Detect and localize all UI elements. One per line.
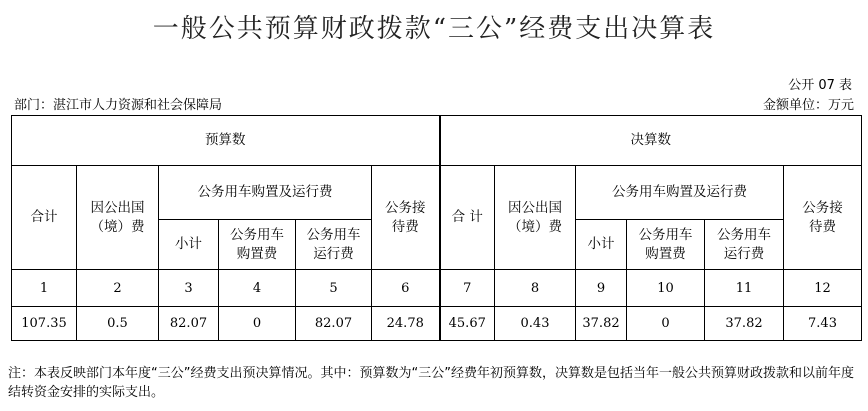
three-public-expenses-table — [11, 115, 862, 341]
final-purchase-value: 0 — [627, 307, 705, 341]
col-number: 5 — [296, 270, 372, 307]
department-label: 部门：湛江市人力资源和社会保障局 — [14, 98, 223, 113]
final-subtotal-value: 37.82 — [576, 307, 627, 341]
budget-reception-header: 公务接待费 — [372, 166, 440, 270]
final-header: 决算数 — [440, 116, 862, 166]
final-vehicle-header: 公务用车购置及运行费 — [576, 166, 784, 220]
final-reception-header: 公务接待费 — [784, 166, 862, 270]
budget-abroad-header: 因公出国（境）费 — [77, 166, 159, 270]
budget-abroad-value: 0.5 — [77, 307, 159, 341]
page-title: 一般公共预算财政拨款“三公”经费支出决算表 — [152, 14, 716, 44]
footnote: 注：本表反映部门本年度“三公”经费支出预决算情况。其中：预算数为“三公”经费年初预算数，决算数是包括当年一般公共预算财政拨款和以前年度结转资金安排的实际支出。 — [8, 366, 854, 400]
budget-purchase-header: 公务用车购置费 — [219, 220, 296, 270]
col-number: 7 — [440, 270, 495, 307]
col-number: 6 — [372, 270, 440, 307]
col-number: 3 — [159, 270, 219, 307]
budget-total-value: 107.35 — [12, 307, 77, 341]
budget-header: 预算数 — [12, 116, 440, 166]
amount-unit-label: 金额单位：万元 — [762, 98, 854, 113]
final-purchase-header: 公务用车购置费 — [627, 220, 705, 270]
final-subtotal-header: 小计 — [576, 220, 627, 270]
budget-operation-value: 82.07 — [296, 307, 372, 341]
col-number: 9 — [576, 270, 627, 307]
col-number: 1 — [12, 270, 77, 307]
form-number: 公开 07 表 — [788, 78, 852, 93]
final-operation-value: 37.82 — [705, 307, 784, 341]
final-reception-value: 7.43 — [784, 307, 862, 341]
final-total-value: 45.67 — [440, 307, 495, 341]
budget-subtotal-value: 82.07 — [159, 307, 219, 341]
col-number: 10 — [627, 270, 705, 307]
col-number: 12 — [784, 270, 862, 307]
final-abroad-value: 0.43 — [495, 307, 576, 341]
col-number: 11 — [705, 270, 784, 307]
column-number-row — [12, 270, 862, 307]
final-total-header: 合 计 — [440, 166, 495, 270]
header-row-2 — [12, 166, 862, 220]
budget-vehicle-header: 公务用车购置及运行费 — [159, 166, 372, 220]
header-row-1 — [12, 116, 862, 166]
budget-operation-header: 公务用车运行费 — [296, 220, 372, 270]
budget-purchase-value: 0 — [219, 307, 296, 341]
budget-reception-value: 24.78 — [372, 307, 440, 341]
col-number: 4 — [219, 270, 296, 307]
final-operation-header: 公务用车运行费 — [705, 220, 784, 270]
budget-total-header: 合计 — [12, 166, 77, 270]
budget-subtotal-header: 小计 — [159, 220, 219, 270]
col-number: 8 — [495, 270, 576, 307]
final-abroad-header: 因公出国（境）费 — [495, 166, 576, 270]
col-number: 2 — [77, 270, 159, 307]
data-row — [12, 307, 862, 341]
